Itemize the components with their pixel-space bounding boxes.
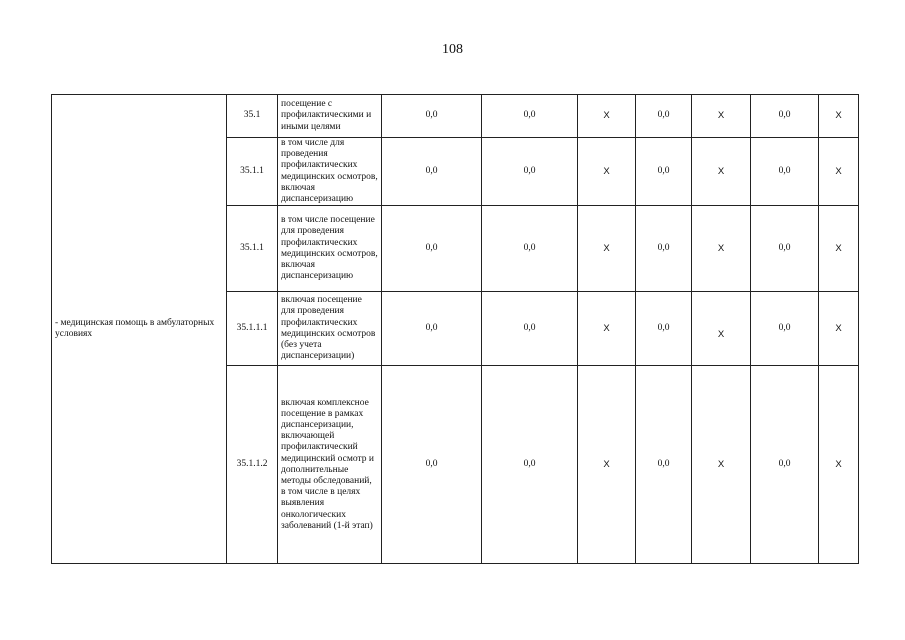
value-cell: 0,0 xyxy=(382,138,482,206)
value-cell: 0,0 xyxy=(751,95,819,138)
row-code: 35.1.1.1 xyxy=(227,292,278,366)
value-cell: 0,0 xyxy=(751,366,819,564)
row-description: включая комплексное посещение в рамках диспансеризации, включающей профилактический медицинский осмотр и дополнительные методы обследований, в том числе в целях выявления онкологических заболеваний (1-й этап) xyxy=(278,366,382,564)
mark-cell: Х xyxy=(692,366,751,564)
value-cell: 0,0 xyxy=(636,138,692,206)
value-cell: 0,0 xyxy=(751,206,819,292)
mark-cell: Х xyxy=(578,292,636,366)
value-cell: 0,0 xyxy=(382,292,482,366)
value-cell: 0,0 xyxy=(482,138,578,206)
mark-cell: Х xyxy=(819,292,859,366)
mark-cell: Х xyxy=(578,206,636,292)
mark-cell: Х xyxy=(819,138,859,206)
mark-cell: Х xyxy=(578,366,636,564)
value-cell: 0,0 xyxy=(636,292,692,366)
table-row xyxy=(52,95,859,138)
row-description: посещение с профилактическими и иными целями xyxy=(278,95,382,138)
value-cell: 0,0 xyxy=(482,366,578,564)
mark-cell xyxy=(692,292,751,366)
value-cell: 0,0 xyxy=(482,292,578,366)
mark-cell: Х xyxy=(819,206,859,292)
row-description: в том числе посещение для проведения профилактических медицинских осмотров, включая диспансеризацию xyxy=(278,206,382,292)
allocation-table xyxy=(51,94,859,564)
value-cell: 0,0 xyxy=(482,95,578,138)
mark-text: Х xyxy=(717,329,725,341)
value-cell: 0,0 xyxy=(636,206,692,292)
page-number: 108 xyxy=(442,42,463,57)
value-cell: 0,0 xyxy=(636,366,692,564)
mark-cell: Х xyxy=(578,138,636,206)
mark-cell: Х xyxy=(819,95,859,138)
value-cell: 0,0 xyxy=(751,138,819,206)
row-description: в том числе для проведения профилактических медицинских осмотров, включая диспансеризацию xyxy=(278,138,382,206)
mark-cell: Х xyxy=(692,206,751,292)
value-cell: 0,0 xyxy=(751,292,819,366)
mark-cell: Х xyxy=(819,366,859,564)
row-description: включая посещение для проведения профилактических медицинских осмотров (без учета диспансеризации) xyxy=(278,292,382,366)
row-code: 35.1.1.2 xyxy=(227,366,278,564)
row-code: 35.1.1 xyxy=(227,206,278,292)
row-code: 35.1.1 xyxy=(227,138,278,206)
category-cell: - медицинская помощь в амбулаторных условиях xyxy=(52,95,227,564)
value-cell: 0,0 xyxy=(636,95,692,138)
mark-cell: Х xyxy=(692,138,751,206)
value-cell: 0,0 xyxy=(482,206,578,292)
value-cell: 0,0 xyxy=(382,206,482,292)
row-code: 35.1 xyxy=(227,95,278,138)
value-cell: 0,0 xyxy=(382,366,482,564)
mark-cell: Х xyxy=(692,95,751,138)
mark-cell: Х xyxy=(578,95,636,138)
value-cell: 0,0 xyxy=(382,95,482,138)
